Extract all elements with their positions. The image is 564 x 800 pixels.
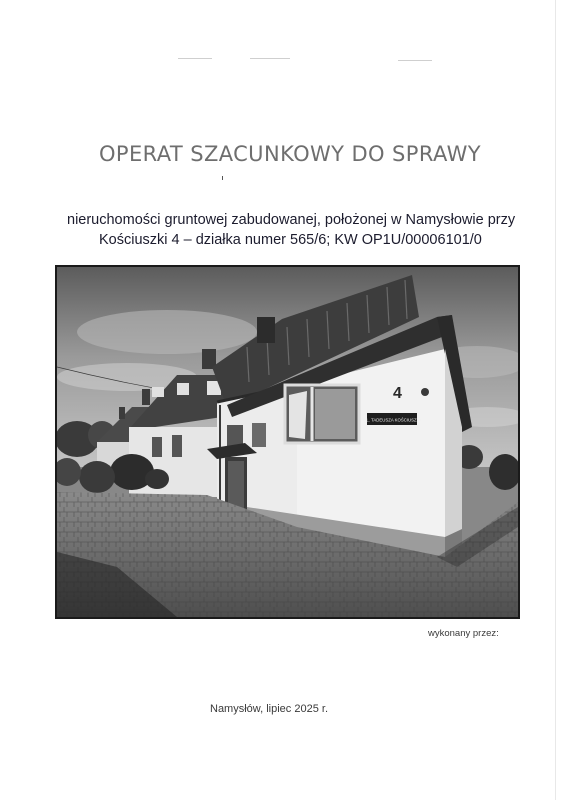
property-photo [55,265,520,619]
scan-artifact [178,58,212,59]
wall-lamp [421,388,429,396]
place-and-date: Namysłów, lipiec 2025 r. [210,703,328,715]
street-sign-text: UL. TADEUSZA KOŚCIUSZKI [363,417,421,423]
property-description-line-2: Kościuszki 4 – działka numer 565/6; KW OP1U/00006101/0 [99,232,482,248]
bush [145,469,169,489]
scan-artifact [398,60,432,61]
chimney [257,317,275,343]
property-description-line-1: nieruchomości gruntowej zabudowanej, położonej w Namysłowie przy [67,212,516,228]
scan-artifact [222,176,223,180]
cloud [77,310,257,354]
page-edge [555,0,556,800]
window [252,423,266,447]
scan-artifact [250,58,290,59]
bush [79,461,115,493]
house-number: 4 [393,385,402,402]
document-title: OPERAT SZACUNKOWY DO SPRAWY [98,142,482,167]
made-by-label: wykonany przez: [428,628,499,639]
